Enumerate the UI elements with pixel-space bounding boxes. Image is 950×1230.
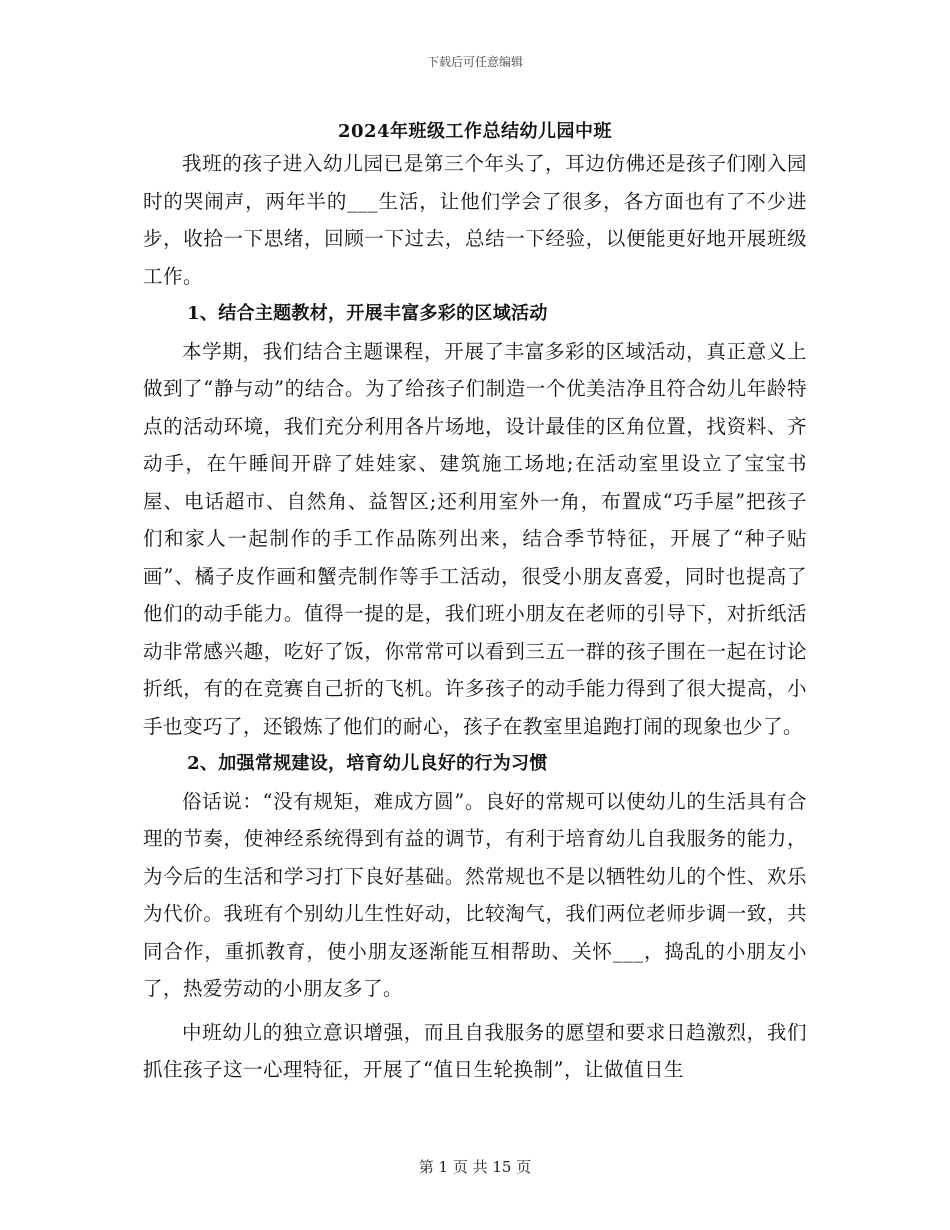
header-note: 下载后可任意编辑 [426,55,523,69]
section-2-heading: 2、加强常规建设，培育幼儿良好的行为习惯 [187,753,548,774]
section-2-paragraph-2: 中班幼儿的独立意识增强，而且自我服务的愿望和要求日趋激烈，我们抓住孩子这一心理特征，开展了“值日生轮换制”，让做值日生 [143,1020,807,1081]
page-footer: 第 1 页 共 15 页 [418,1158,532,1176]
document-title: 2024年班级工作总结幼儿园中班 [337,121,613,142]
section-2-paragraph-1: 俗话说：“没有规矩，难成方圆”。良好的常规可以使幼儿的生活具有合理的节奏，使神经系统得到有益的调节，有利于培育幼儿自我服务的能力，为今后的生活和学习打下良好基础。然常规也不是以牺牲幼儿的个性、欢乐为代价。我班有个别幼儿生性好动，比较淘气，我们两位老师步调一致，共同合作，重抓教育，使小朋友逐渐能互相帮助、关怀___，捣乱的小朋友小了，热爱劳动的小朋友多了。 [143,789,807,1000]
section-1-paragraph: 本学期，我们结合主题课程，开展了丰富多彩的区域活动，真正意义上做到了“静与动”的结合。为了给孩子们制造一个优美洁净且符合幼儿年龄特点的活动环境，我们充分利用各片场地，设计最佳的区角位置，找资料、齐动手，在午睡间开辟了娃娃家、建筑施工场地;在活动室里设立了宝宝书屋、电话超市、自然角、益智区;还利用室外一角，布置成“巧手屋”把孩子们和家人一起制作的手工作品陈列出来，结合季节特征，开展了“种子贴画”、橘子皮作画和蟹壳制作等手工活动，很受小朋友喜爱，同时也提高了他们的动手能力。值得一提的是，我们班小朋友在老师的引导下，对折纸活动非常感兴趣，吃好了饭，你常常可以看到三五一群的孩子围在一起在讨论折纸，有的在竞赛自己折的飞机。许多孩子的动手能力得到了很大提高，小手也变巧了，还锻炼了他们的耐心，孩子在教室里追跑打闹的现象也少了。 [143,339,807,738]
document-body [143,145,807,1089]
section-1-heading: 1、结合主题教材，开展丰富多彩的区域活动 [187,303,548,324]
intro-paragraph: 我班的孩子进入幼儿园已是第三个年头了，耳边仿佛还是孩子们刚入园时的哭闹声，两年半的___生活，让他们学会了很多，各方面也有了不少进步，收拾一下思绪，回顾一下过去，总结一下经验，以便能更好地开展班级工作。 [143,152,807,288]
